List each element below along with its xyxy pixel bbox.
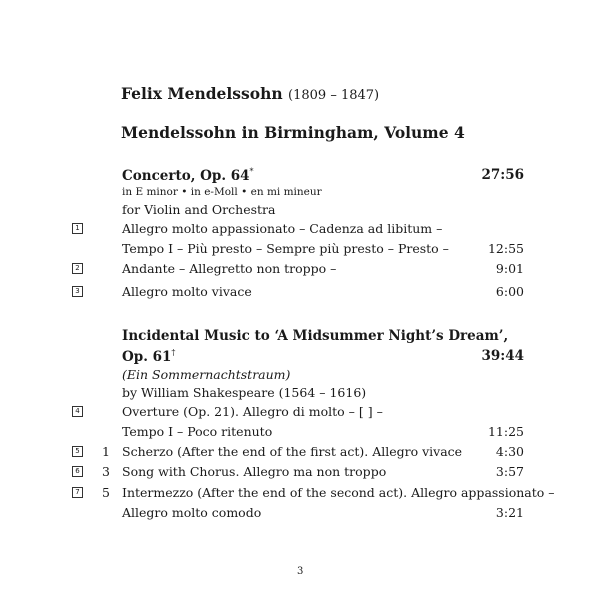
track-number-box: 4 <box>72 406 83 417</box>
movement-number: 5 <box>102 485 110 500</box>
work1-title-text: Concerto, Op. 64 <box>122 168 250 184</box>
page-number: 3 <box>297 566 304 577</box>
composer-heading <box>121 84 379 103</box>
track-title-line: Intermezzo (After the end of the second act). Allegro appassionato – <box>122 485 555 500</box>
track-number-box: 1 <box>72 223 83 234</box>
track-duration: 3:21 <box>495 505 524 520</box>
track-duration: 11:25 <box>487 424 524 439</box>
work2-title-line1: Incidental Music to ‘A Midsummer Night’s Dream’, <box>122 328 509 344</box>
track-duration: 12:55 <box>487 241 524 256</box>
track-title-line: Song with Chorus. Allegro ma non troppo <box>122 464 387 479</box>
work2-duration: 39:44 <box>481 348 524 364</box>
track-duration: 6:00 <box>495 284 524 299</box>
movement-number: 1 <box>102 444 110 459</box>
track-number-box: 7 <box>72 487 83 498</box>
composer-dates: (1809 – 1847) <box>288 88 380 103</box>
track-number-box: 5 <box>72 446 83 457</box>
track-title-line: Tempo I – Più presto – Sempre più presto – Presto – <box>122 241 449 256</box>
work2-german-title: (Ein Sommernachtstraum) <box>122 367 291 382</box>
track-title-line: Tempo I – Poco ritenuto <box>122 424 273 439</box>
work1-instrumentation: for Violin and Orchestra <box>122 202 276 217</box>
track-duration: 4:30 <box>495 444 524 459</box>
track-title-line: Allegro molto vivace <box>122 284 252 299</box>
track-title-line: Andante – Allegretto non troppo – <box>122 261 337 276</box>
composer-name: Felix Mendelssohn <box>121 84 283 103</box>
work2-mark: † <box>171 348 176 357</box>
track-title-line: Scherzo (After the end of the first act). Allegro vivace <box>122 444 463 459</box>
work1-mark: * <box>249 167 254 176</box>
work1-duration: 27:56 <box>481 167 524 183</box>
track-number-box: 3 <box>72 286 83 297</box>
track-title-line: Allegro molto comodo <box>122 505 262 520</box>
track-number-box: 6 <box>72 466 83 477</box>
work1-key: in E minor • in e-Moll • en mi mineur <box>122 186 322 198</box>
track-duration: 3:57 <box>495 464 524 479</box>
work1-title <box>122 167 254 184</box>
track-number-box: 2 <box>72 263 83 274</box>
work2-title-line2 <box>122 348 175 365</box>
album-title: Mendelssohn in Birmingham, Volume 4 <box>121 123 465 142</box>
work2-author: by William Shakespeare (1564 – 1616) <box>122 385 367 400</box>
work2-opus: Op. 61 <box>122 349 172 365</box>
track-title-line: Allegro molto appassionato – Cadenza ad libitum – <box>122 221 443 236</box>
track-duration: 9:01 <box>495 261 524 276</box>
movement-number: 3 <box>102 464 110 479</box>
track-title-line: Overture (Op. 21). Allegro di molto – [ ] – <box>122 404 383 419</box>
